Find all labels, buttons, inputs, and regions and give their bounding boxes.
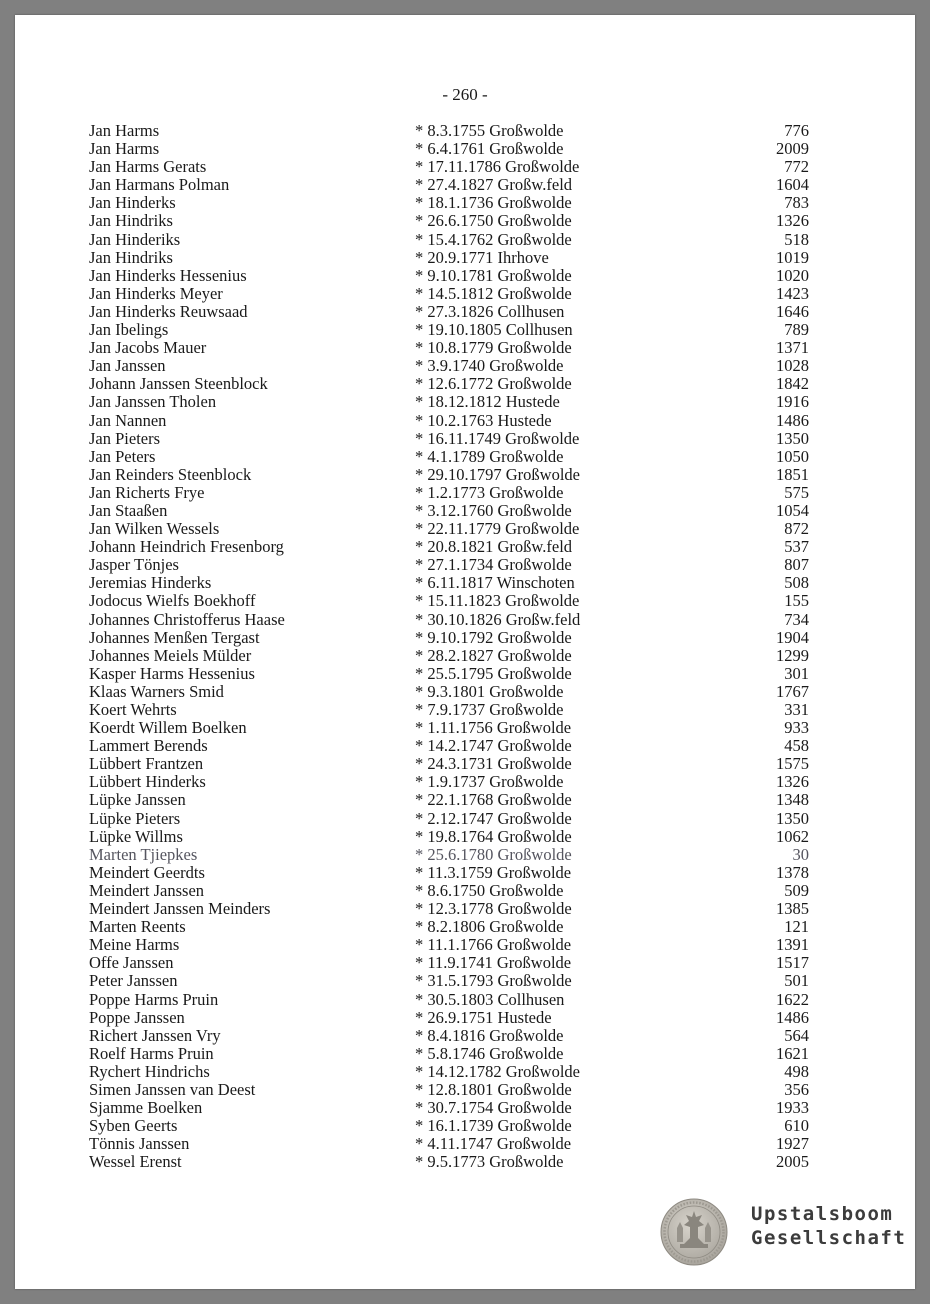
list-item [89, 158, 809, 176]
person-name: Lübbert Frantzen [89, 754, 204, 774]
birth-record: * 3.9.1740 Großwolde [415, 356, 564, 376]
entry-number: 1851 [776, 464, 809, 484]
person-name: Johann Janssen Steenblock [89, 374, 268, 394]
entry-number: 1020 [776, 265, 809, 285]
birth-record: * 20.8.1821 Großw.feld [415, 537, 573, 557]
entry-number: 1054 [776, 500, 809, 520]
entry-number: 458 [784, 736, 809, 756]
birth-record: * 28.2.1827 Großwolde [415, 645, 572, 665]
birth-record: * 14.12.1782 Großwolde [415, 1061, 580, 1081]
person-name: Jan Peters [89, 446, 156, 466]
list-item [89, 954, 809, 972]
list-item [89, 791, 809, 809]
list-item [89, 466, 809, 484]
list-item [89, 249, 809, 267]
birth-record: * 15.11.1823 Großwolde [415, 591, 580, 611]
entry-number: 1062 [776, 826, 809, 846]
list-item [89, 1045, 809, 1063]
birth-record: * 6.4.1761 Großwolde [415, 139, 564, 159]
entry-number: 1842 [776, 374, 809, 394]
person-name: Marten Reents [89, 917, 186, 937]
list-item [89, 665, 809, 683]
list-item [89, 810, 809, 828]
entry-number: 772 [784, 157, 809, 177]
list-item [89, 375, 809, 393]
list-item [89, 393, 809, 411]
birth-record: * 27.4.1827 Großw.feld [415, 175, 573, 195]
list-item [89, 936, 809, 954]
birth-record: * 11.1.1766 Großwolde [415, 935, 572, 955]
entry-number: 610 [784, 1116, 809, 1136]
person-name: Jodocus Wielfs Boekhoff [89, 591, 256, 611]
entry-number: 933 [784, 718, 809, 738]
entry-number: 2005 [776, 1152, 809, 1172]
person-name: Meindert Janssen [89, 880, 205, 900]
person-name: Meine Harms [89, 935, 180, 955]
entry-number: 1916 [776, 392, 809, 412]
list-item [89, 231, 809, 249]
person-name: Jan Harms [89, 121, 160, 140]
entry-number: 1326 [776, 211, 809, 231]
entry-number: 1767 [776, 681, 809, 701]
page-number: - 260 - [442, 85, 488, 104]
list-item [89, 176, 809, 194]
birth-record: * 1.2.1773 Großwolde [415, 482, 564, 502]
person-name: Koert Wehrts [89, 700, 177, 719]
document-page [15, 15, 915, 1289]
person-name: Lüpke Janssen [89, 790, 186, 810]
birth-record: * 20.9.1771 Ihrhove [415, 247, 549, 267]
person-name: Richert Janssen Vry [89, 1025, 221, 1045]
birth-record: * 10.2.1763 Hustede [415, 410, 552, 430]
birth-record: * 8.2.1806 Großwolde [415, 917, 564, 937]
person-name: Wessel Erenst [89, 1152, 182, 1172]
entry-number: 734 [784, 609, 809, 629]
entry-number: 1621 [776, 1043, 809, 1063]
list-item [89, 538, 809, 556]
birth-record: * 22.11.1779 Großwolde [415, 519, 580, 539]
birth-record: * 18.1.1736 Großwolde [415, 193, 572, 213]
person-name: Peter Janssen [89, 971, 178, 991]
entry-number: 1486 [776, 410, 809, 430]
list-item [89, 828, 809, 846]
entry-number: 783 [784, 193, 809, 213]
list-item [89, 448, 809, 466]
birth-record: * 8.4.1816 Großwolde [415, 1025, 564, 1045]
person-name: Offe Janssen [89, 953, 174, 973]
birth-record: * 27.3.1826 Collhusen [415, 301, 565, 321]
list-item [89, 122, 809, 140]
list-item [89, 430, 809, 448]
list-item [89, 1027, 809, 1045]
entry-number: 1050 [776, 446, 809, 466]
birth-record: * 25.5.1795 Großwolde [415, 663, 572, 683]
person-name: Jan Ibelings [89, 320, 169, 340]
list-item [89, 140, 809, 158]
entry-number: 1326 [776, 772, 809, 792]
person-name: Poppe Janssen [89, 1007, 185, 1027]
list-item [89, 321, 809, 339]
list-item [89, 683, 809, 701]
entry-number: 301 [784, 663, 809, 683]
entry-number: 1028 [776, 356, 809, 376]
birth-record: * 19.8.1764 Großwolde [415, 826, 572, 846]
birth-record: * 9.5.1773 Großwolde [415, 1152, 564, 1172]
entry-number: 1646 [776, 301, 809, 321]
list-item [89, 918, 809, 936]
list-item [89, 285, 809, 303]
birth-record: * 15.4.1762 Großwolde [415, 229, 572, 249]
person-name: Johannes Meiels Mülder [89, 645, 252, 665]
person-name: Syben Geerts [89, 1116, 178, 1136]
person-name: Jan Hinderiks [89, 229, 181, 249]
entry-number: 356 [784, 1079, 809, 1099]
birth-record: * 3.12.1760 Großwolde [415, 500, 572, 520]
birth-record: * 24.3.1731 Großwolde [415, 754, 572, 774]
person-name: Jan Janssen Tholen [89, 392, 217, 412]
list-item [89, 611, 809, 629]
person-name: Jan Jacobs Mauer [89, 338, 207, 358]
list-item [89, 194, 809, 212]
person-name: Lübbert Hinderks [89, 772, 206, 792]
list-item [89, 267, 809, 285]
birth-record: * 14.2.1747 Großwolde [415, 736, 572, 756]
birth-record: * 17.11.1786 Großwolde [415, 157, 580, 177]
entry-number: 1933 [776, 1098, 809, 1118]
birth-record: * 29.10.1797 Großwolde [415, 464, 580, 484]
person-name: Roelf Harms Pruin [89, 1043, 214, 1063]
list-item [89, 1081, 809, 1099]
person-name: Johannes Menßen Tergast [89, 627, 260, 647]
birth-record: * 14.5.1812 Großwolde [415, 283, 572, 303]
birth-record: * 1.11.1756 Großwolde [415, 718, 572, 738]
entry-number: 1904 [776, 627, 809, 647]
entry-number: 1350 [776, 808, 809, 828]
person-name: Tönnis Janssen [89, 1134, 190, 1154]
person-name: Lüpke Willms [89, 826, 183, 846]
entry-number: 1299 [776, 645, 809, 665]
entry-number: 509 [784, 880, 809, 900]
list-item [89, 701, 809, 719]
list-item [89, 357, 809, 375]
person-name: Jan Harmans Polman [89, 175, 230, 195]
person-name: Jan Harms Gerats [89, 157, 207, 177]
person-name: Jan Hinderks Meyer [89, 283, 223, 303]
birth-record: * 11.3.1759 Großwolde [415, 862, 572, 882]
entry-number: 1927 [776, 1134, 809, 1154]
entry-number: 789 [784, 320, 809, 340]
person-name: Lüpke Pieters [89, 808, 181, 828]
list-item [89, 629, 809, 647]
birth-record: * 12.8.1801 Großwolde [415, 1079, 572, 1099]
list-item [89, 520, 809, 538]
person-name: Kasper Harms Hessenius [89, 663, 255, 683]
list-item [89, 212, 809, 230]
birth-record: * 27.1.1734 Großwolde [415, 555, 572, 575]
birth-record: * 16.1.1739 Großwolde [415, 1116, 572, 1136]
entry-number: 1575 [776, 754, 809, 774]
birth-record: * 19.10.1805 Collhusen [415, 320, 573, 340]
list-item [89, 719, 809, 737]
birth-record: * 26.6.1750 Großwolde [415, 211, 572, 231]
entry-number: 1385 [776, 899, 809, 919]
person-name: Sjamme Boelken [89, 1098, 203, 1118]
person-name: Poppe Harms Pruin [89, 989, 219, 1009]
entry-number: 508 [784, 573, 809, 593]
birth-record: * 30.5.1803 Collhusen [415, 989, 565, 1009]
list-item [89, 864, 809, 882]
list-item [89, 647, 809, 665]
birth-record: * 6.11.1817 Winschoten [415, 573, 575, 593]
birth-record: * 12.6.1772 Großwolde [415, 374, 572, 394]
person-name: Jan Hinderks Reuwsaad [89, 301, 248, 321]
list-item [89, 1135, 809, 1153]
list-item [89, 412, 809, 430]
entry-number: 501 [784, 971, 809, 991]
entry-number: 498 [784, 1061, 809, 1081]
list-item [89, 900, 809, 918]
entry-list [89, 122, 809, 1171]
entry-number: 807 [784, 555, 809, 575]
society-name-line2: Gesellschaft [751, 1227, 907, 1249]
entry-number: 537 [784, 537, 809, 557]
person-name: Jeremias Hinderks [89, 573, 212, 593]
list-item [89, 502, 809, 520]
list-item [89, 484, 809, 502]
birth-record: * 25.6.1780 Großwolde [415, 844, 572, 864]
entry-number: 1348 [776, 790, 809, 810]
entry-number: 1350 [776, 428, 809, 448]
birth-record: * 4.11.1747 Großwolde [415, 1134, 572, 1154]
person-name: Simen Janssen van Deest [89, 1079, 256, 1099]
entry-number: 2009 [776, 139, 809, 159]
person-name: Jan Hindriks [89, 247, 173, 267]
birth-record: * 9.3.1801 Großwolde [415, 681, 564, 701]
person-name: Jan Nannen [89, 410, 167, 430]
list-item [89, 773, 809, 791]
person-name: Jan Pieters [89, 428, 161, 448]
entry-number: 30 [792, 844, 809, 864]
birth-record: * 8.3.1755 Großwolde [415, 121, 564, 140]
person-name: Jan Reinders Steenblock [89, 464, 252, 484]
birth-record: * 31.5.1793 Großwolde [415, 971, 572, 991]
birth-record: * 4.1.1789 Großwolde [415, 446, 564, 466]
list-item [89, 574, 809, 592]
entry-number: 1486 [776, 1007, 809, 1027]
person-name: Meindert Geerdts [89, 862, 205, 882]
person-name: Klaas Warners Smid [89, 681, 224, 701]
birth-record: * 7.9.1737 Großwolde [415, 700, 564, 719]
entry-number: 1622 [776, 989, 809, 1009]
society-name [751, 1202, 906, 1250]
birth-record: * 16.11.1749 Großwolde [415, 428, 580, 448]
person-name: Rychert Hindrichs [89, 1061, 210, 1081]
birth-record: * 30.10.1826 Großw.feld [415, 609, 581, 629]
birth-record: * 18.12.1812 Hustede [415, 392, 560, 412]
birth-record: * 12.3.1778 Großwolde [415, 899, 572, 919]
list-item [89, 1099, 809, 1117]
person-name: Marten Tjiepkes [89, 844, 198, 864]
entry-number: 1423 [776, 283, 809, 303]
entry-number: 776 [784, 121, 809, 140]
person-name: Jan Staaßen [89, 500, 168, 520]
list-item [89, 339, 809, 357]
entry-number: 331 [784, 700, 809, 719]
birth-record: * 26.9.1751 Hustede [415, 1007, 552, 1027]
list-item [89, 1117, 809, 1135]
list-item [89, 882, 809, 900]
list-item [89, 1153, 809, 1171]
entry-number: 872 [784, 519, 809, 539]
list-item [89, 737, 809, 755]
list-item [89, 1063, 809, 1081]
person-name: Johann Heindrich Fresenborg [89, 537, 284, 557]
person-name: Jan Hindriks [89, 211, 173, 231]
birth-record: * 22.1.1768 Großwolde [415, 790, 572, 810]
list-item [89, 303, 809, 321]
birth-record: * 9.10.1781 Großwolde [415, 265, 572, 285]
list-item [89, 846, 809, 864]
person-name: Johannes Christofferus Haase [89, 609, 285, 629]
entry-number: 155 [784, 591, 809, 611]
birth-record: * 2.12.1747 Großwolde [415, 808, 572, 828]
birth-record: * 11.9.1741 Großwolde [415, 953, 572, 973]
society-name-line1: Upstalsboom [751, 1203, 894, 1225]
person-name: Jan Harms [89, 139, 160, 159]
person-name: Meindert Janssen Meinders [89, 899, 271, 919]
list-item [89, 556, 809, 574]
birth-record: * 8.6.1750 Großwolde [415, 880, 564, 900]
person-name: Jan Hinderks Hessenius [89, 265, 247, 285]
entry-number: 518 [784, 229, 809, 249]
seal-icon [660, 1198, 728, 1266]
entry-number: 1517 [776, 953, 809, 973]
entry-number: 575 [784, 482, 809, 502]
list-item [89, 755, 809, 773]
entry-number: 121 [784, 917, 809, 937]
birth-record: * 5.8.1746 Großwolde [415, 1043, 564, 1063]
entry-number: 1391 [776, 935, 809, 955]
birth-record: * 30.7.1754 Großwolde [415, 1098, 572, 1118]
person-name: Koerdt Willem Boelken [89, 718, 247, 738]
person-name: Lammert Berends [89, 736, 208, 756]
list-item [89, 592, 809, 610]
person-name: Jan Hinderks [89, 193, 176, 213]
watermark [660, 1198, 910, 1268]
person-name: Jan Richerts Frye [89, 482, 205, 502]
list-item [89, 991, 809, 1009]
birth-record: * 10.8.1779 Großwolde [415, 338, 572, 358]
entry-number: 1371 [776, 338, 809, 358]
entry-number: 564 [784, 1025, 809, 1045]
birth-record: * 9.10.1792 Großwolde [415, 627, 572, 647]
entry-number: 1604 [776, 175, 809, 195]
list-item [89, 972, 809, 990]
entry-number: 1378 [776, 862, 809, 882]
list-item [89, 1009, 809, 1027]
entry-number: 1019 [776, 247, 809, 267]
person-name: Jan Janssen [89, 356, 166, 376]
birth-record: * 1.9.1737 Großwolde [415, 772, 564, 792]
person-name: Jasper Tönjes [89, 555, 179, 575]
person-name: Jan Wilken Wessels [89, 519, 220, 539]
